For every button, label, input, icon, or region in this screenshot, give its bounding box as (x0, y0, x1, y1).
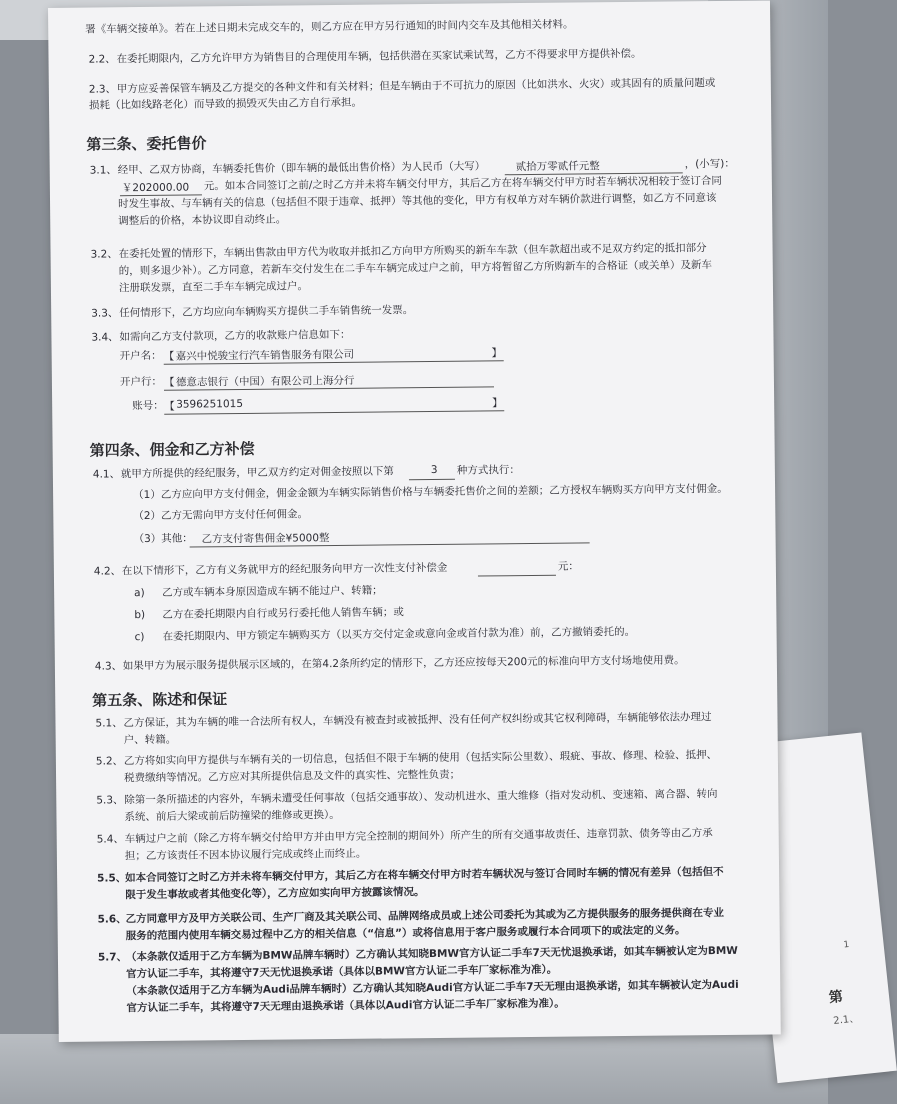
commission-option-3-label: （3）其他： (133, 532, 193, 546)
clause-3-1-text-2: 元。如本合同签订之前/之时乙方并未将车辆交付甲方，其后乙方在将车辆交付甲方时若车辆状况相较于签订合同 (203, 174, 722, 193)
account-number-bracket-open: 【 (164, 400, 175, 413)
commission-option-3-value: 乙方支付寄售佣金¥5000整 (201, 532, 330, 546)
price-in-figures: ￥202000.00 (121, 181, 190, 195)
second-page-section-heading: 第 (828, 988, 844, 1007)
account-name-value: 嘉兴中悦骏宝行汽车销售服务有限公司 (175, 348, 355, 363)
clause-5-1-text-1: 乙方保证，其为车辆的唯一合法所有权人，车辆没有被查封或被抵押、没有任何产权纠纷或其它权利障碍，车辆能够依法办理过 (123, 711, 712, 730)
clause-5-6-number: 5.6、 (97, 913, 127, 926)
account-bank-value: 德意志银行（中国）有限公司上海分行 (175, 374, 355, 389)
account-number-value: 3596251015 (176, 397, 244, 411)
clause-4-2-b-key: b) (134, 609, 146, 622)
clause-5-4-text-2: 担；乙方该责任不因本协议履行完成或终止而终止。 (124, 847, 367, 863)
clause-2-2-text: 在委托期限内，乙方允许甲方为销售目的合理使用车辆，包括供潜在买家试乘试驾，乙方不得要求甲方提供补偿。 (116, 47, 642, 66)
clause-3-1-text-3: 时发生事故、与车辆有关的信息（包括但不限于违章、抵押）等其他的变化，甲方有权单方对车辆价款进行调整，如乙方不同意该 (117, 192, 717, 211)
clause-4-2-number: 4.2、 (93, 565, 122, 578)
price-in-words: 贰拾万零贰仟元整 (515, 160, 600, 174)
clause-3-1-text-1b: ，(小写)： (684, 157, 735, 171)
compensation-amount-underline (478, 575, 556, 577)
clause-4-2-c-key: c) (134, 631, 145, 644)
clause-5-5-text-1: 如本合同签订之时乙方并未将车辆交付甲方，其后乙方在将车辆交付甲方时若车辆状况与签订合同时车辆的情况有差异（包括但不 (125, 865, 724, 885)
clause-3-1-text-4: 调整后的价格，本协议即自动终止。 (118, 213, 287, 228)
clause-3-2-text-1: 在委托处置的情形下，车辆出售款由甲方代为收取并抵扣乙方向甲方所购买的新车车款（但车款超出或不足双方约定的抵扣部分 (118, 242, 707, 261)
clause-4-3-number: 4.3、 (94, 660, 123, 673)
clause-5-5-number: 5.5、 (97, 872, 127, 885)
clause-3-2-text-2: 的，则多退少补）。乙方同意，若新车交付发生在二手车车辆完成过户之前，甲方将暂留乙方所购新车的合格证（或关单）及新车 (118, 259, 713, 278)
clause-4-2-a-key: a) (134, 587, 145, 600)
clause-5-1-text-2: 户、转籍。 (123, 733, 177, 747)
clause-5-5-text-2: 限于发生事故或者其他变化等），乙方应如实向甲方披露该情况。 (125, 886, 425, 902)
commission-choice-underline (409, 479, 455, 480)
clause-4-3-text: 如果甲方为展示服务提供展示区域的，在第4.2条所约定的情形下，乙方还应按每天200元的标准向甲方支付场地使用费。 (122, 654, 685, 673)
clause-3-3-number: 3.3、 (91, 307, 119, 320)
clause-5-2-number: 5.2、 (95, 755, 124, 768)
section-5-heading: 第五条、陈述和保证 (92, 690, 228, 710)
second-page-clause-number: 2.1、 (832, 1013, 860, 1027)
account-number-label: 账号： (132, 399, 164, 413)
clause-5-2-text-1: 乙方将如实向甲方提供与车辆有关的一切信息，包括但不限于车辆的使用（包括实际公里数）、瑕疵、事故、修理、检验、抵押、 (123, 749, 718, 768)
clause-5-4-text-1: 车辆过户之前（除乙方将车辆交付给甲方并由甲方完全控制的期间外）所产生的所有交通事故责任、违章罚款、债务等由乙方承 (124, 827, 713, 846)
clause-4-1-text-a: 就甲方所提供的经纪服务，甲乙双方约定对佣金按照以下第 (120, 465, 394, 481)
clause-2-3-text-1: 甲方应妥善保管车辆及乙方提交的各种文件和有关材料；但是车辆由于不可抗力的原因（比如洪水、火灾）或其固有的质量问题或 (116, 77, 716, 96)
clause-5-6-text-1: 乙方同意甲方及甲方关联公司、生产厂商及其关联公司、品牌网络成员或上述公司委托为其或为乙方提供服务的服务提供商在专业 (125, 906, 725, 926)
commission-option-1: （1）乙方应向甲方支付佣金，佣金金额为车辆实际销售价格与车辆委托售价之间的差额；乙方授权车辆购买方向甲方支付佣金。 (133, 482, 728, 502)
section-4-heading: 第四条、佣金和乙方补偿 (89, 439, 255, 460)
clause-4-2-text-b: 元： (557, 560, 579, 573)
account-name-bracket-open: 【 (163, 350, 175, 363)
account-number-bracket-close: 】 (492, 397, 503, 410)
clause-5-3-text-2: 系统、前后大梁或前后防撞梁的维修或更换）。 (124, 808, 340, 824)
clause-5-4-number: 5.4、 (96, 833, 124, 846)
clause-5-3-text-1: 除第一条所描述的内容外，车辆未遭受任何事故（包括交通事故）、发动机进水、重大维修（指对发动机、变速箱、离合器、转向 (124, 788, 718, 807)
clause-4-2-c-text: 在委托期限内、甲方锁定车辆购买方（以买方交付定金或意向金或首付款为准）前，乙方撤销委托的。 (162, 625, 636, 643)
clause-4-2-a-text: 乙方或车辆本身原因造成车辆不能过户、转籍； (162, 584, 383, 599)
clause-5-2-text-2: 税费缴纳等情况。乙方应对其所提供信息及文件的真实性、完整性负责； (124, 768, 461, 785)
clause-2-3-number: 2.3、 (88, 83, 117, 96)
contract-page (48, 0, 781, 1042)
clause-3-1-number: 3.1、 (89, 164, 117, 177)
clause-3-3-text: 任何情形下，乙方均应向车辆购买方提供二手车销售统一发票。 (119, 304, 414, 320)
account-bank-label: 开户行： (119, 375, 162, 389)
clause-5-1-number: 5.1、 (95, 717, 123, 730)
account-name-label: 开户名： (119, 349, 162, 363)
commission-option-choice: 3 (430, 463, 438, 477)
clause-4-1-text-b: 种方式执行： (456, 464, 520, 477)
section-3-heading: 第三条、委托售价 (86, 134, 207, 154)
clause-4-2-text-a: 在以下情形下，乙方有义务就甲方的经纪服务向甲方一次性支付补偿金 (121, 561, 448, 578)
clause-2-3-text-2: 损耗（比如线路老化）而导致的损毁灭失由乙方自行承担。 (88, 96, 363, 112)
account-name-bracket-close: 】 (491, 347, 503, 360)
clause-3-4-text: 如需向乙方支付款项，乙方的收款账户信息如下： (119, 328, 351, 344)
clause-5-7-text-2: 官方认证二手车，其将遵守7天无忧退换承诺（具体以BMW官方认证二手车厂家标准为准）。 (126, 963, 558, 981)
clause-3-2-number: 3.2、 (90, 248, 118, 261)
desk-background-bottom (0, 1034, 828, 1104)
clause-5-7-text-1: （本条款仅适用于乙方车辆为BMW品牌车辆时）乙方确认其知晓BMW官方认证二手车7天无忧退换承诺，如其车辆被认定为BMW (125, 944, 738, 964)
account-number-underline (164, 410, 504, 415)
clause-4-2-b-text: 乙方在委托期限内自行或另行委托他人销售车辆；或 (162, 606, 404, 621)
clause-5-3-number: 5.3、 (96, 794, 124, 807)
clause-3-1-text-1a: 经甲、乙双方协商，车辆委托售价（即车辆的最低出售价格）为人民币（大写） (117, 160, 486, 177)
second-page-fragment: 1 (842, 939, 850, 951)
account-bank-bracket-open: 【 (163, 376, 175, 389)
commission-option-2: （2）乙方无需向甲方支付任何佣金。 (133, 508, 309, 523)
clause-3-4-number: 3.4、 (91, 331, 119, 344)
clause-4-1-number: 4.1、 (92, 468, 121, 481)
clause-5-7-text-3: （本条款仅适用于乙方车辆为Audi品牌车辆时）乙方确认其知晓Audi官方认证二手车7天无理由退换承诺，如其车辆被认定为Audi (126, 978, 739, 998)
clause-3-2-text-3: 注册联发票，直至二手车车辆完成过户。 (118, 280, 308, 295)
clause-5-7-text-4: 官方认证二手车，其将遵守7天无理由退换承诺（具体以Audi官方认证二手车厂家标准为准）。 (126, 997, 565, 1015)
clause-5-7-number: 5.7、 (97, 951, 128, 964)
clause-5-6-text-2: 服务的范围内使用车辆交易过程中乙方的相关信息（“信息”）或将信息用于客户服务或履行本合同项下的或法定的义务。 (125, 924, 686, 943)
clause-2-2-number: 2.2、 (88, 53, 116, 66)
intro-text: 署《车辆交接单》。若在上述日期未完成交车的，则乙方应在甲方另行通知的时间内交车及其他相关材料。 (85, 18, 574, 36)
